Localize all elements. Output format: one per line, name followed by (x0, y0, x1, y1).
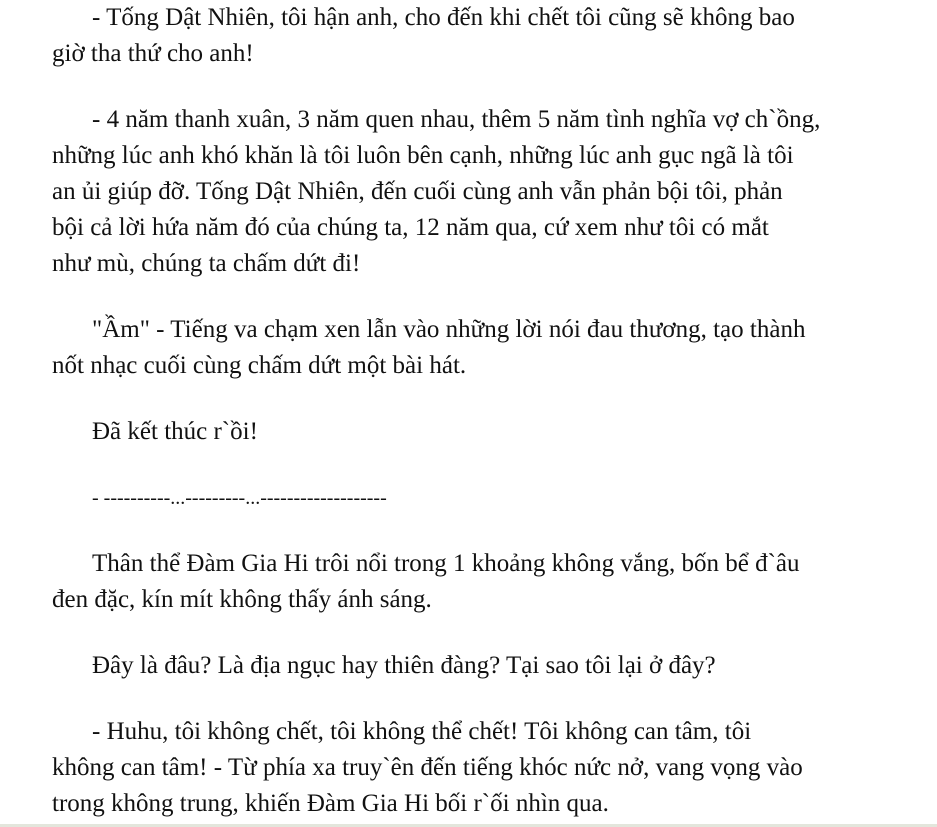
paragraph-gap (12, 72, 923, 102)
paragraph-2 (12, 102, 923, 282)
text-line: Đã kết thúc r`ồi! (92, 418, 258, 445)
text-line: - Tống Dật Nhiên, tôi hận anh, cho đến khi chết tôi cũng sẽ không bao (92, 4, 795, 31)
paragraph-gap (12, 282, 923, 312)
paragraph-gap (12, 618, 923, 648)
text-line: "Ầm" - Tiếng va chạm xen lẫn vào những lời nói đau thương, tạo thành (92, 316, 806, 343)
text-line: trong không trung, khiến Đàm Gia Hi bối r`ối nhìn qua. (52, 790, 609, 817)
scene-separator (12, 480, 923, 516)
text-line: Đây là đâu? Là địa ngục hay thiên đàng? Tại sao tôi lại ở đây? (92, 652, 716, 679)
text-line: bội cả lời hứa năm đó của chúng ta, 12 năm qua, cứ xem như tôi có mắt (52, 214, 769, 241)
paragraph-gap (12, 384, 923, 414)
paragraph-gap (12, 450, 923, 480)
text-line: an ủi giúp đỡ. Tống Dật Nhiên, đến cuối cùng anh vẫn phản bội tôi, phản (52, 178, 783, 205)
text-line: - Huhu, tôi không chết, tôi không thể chết! Tôi không can tâm, tôi (92, 718, 752, 745)
paragraph-6 (12, 546, 923, 618)
text-line: giờ tha thứ cho anh! (52, 40, 254, 67)
paragraph-gap (12, 516, 923, 546)
paragraph-1 (12, 0, 923, 72)
text-line: nốt nhạc cuối cùng chấm dứt một bài hát. (52, 352, 467, 379)
text-line: - 4 năm thanh xuân, 3 năm quen nhau, thêm 5 năm tình nghĩa vợ ch`ồng, (92, 106, 821, 133)
separator-line: - ----------...---------...------------------- (92, 487, 387, 509)
paragraph-7 (12, 648, 923, 684)
paragraph-gap (12, 684, 923, 714)
paragraph-4 (12, 414, 923, 450)
text-line: Thân thể Đàm Gia Hi trôi nổi trong 1 khoảng không vắng, bốn bể đ`âu (92, 550, 800, 577)
text-line: những lúc anh khó khăn là tôi luôn bên cạnh, những lúc anh gục ngã là tôi (52, 142, 794, 169)
text-line: không can tâm! - Từ phía xa truy`ên đến tiếng khóc nức nở, vang vọng vào (52, 754, 803, 781)
paragraph-8 (12, 714, 923, 822)
text-line: như mù, chúng ta chấm dứt đi! (52, 250, 361, 277)
paragraph-3 (12, 312, 923, 384)
text-line: đen đặc, kín mít không thấy ánh sáng. (52, 586, 432, 613)
